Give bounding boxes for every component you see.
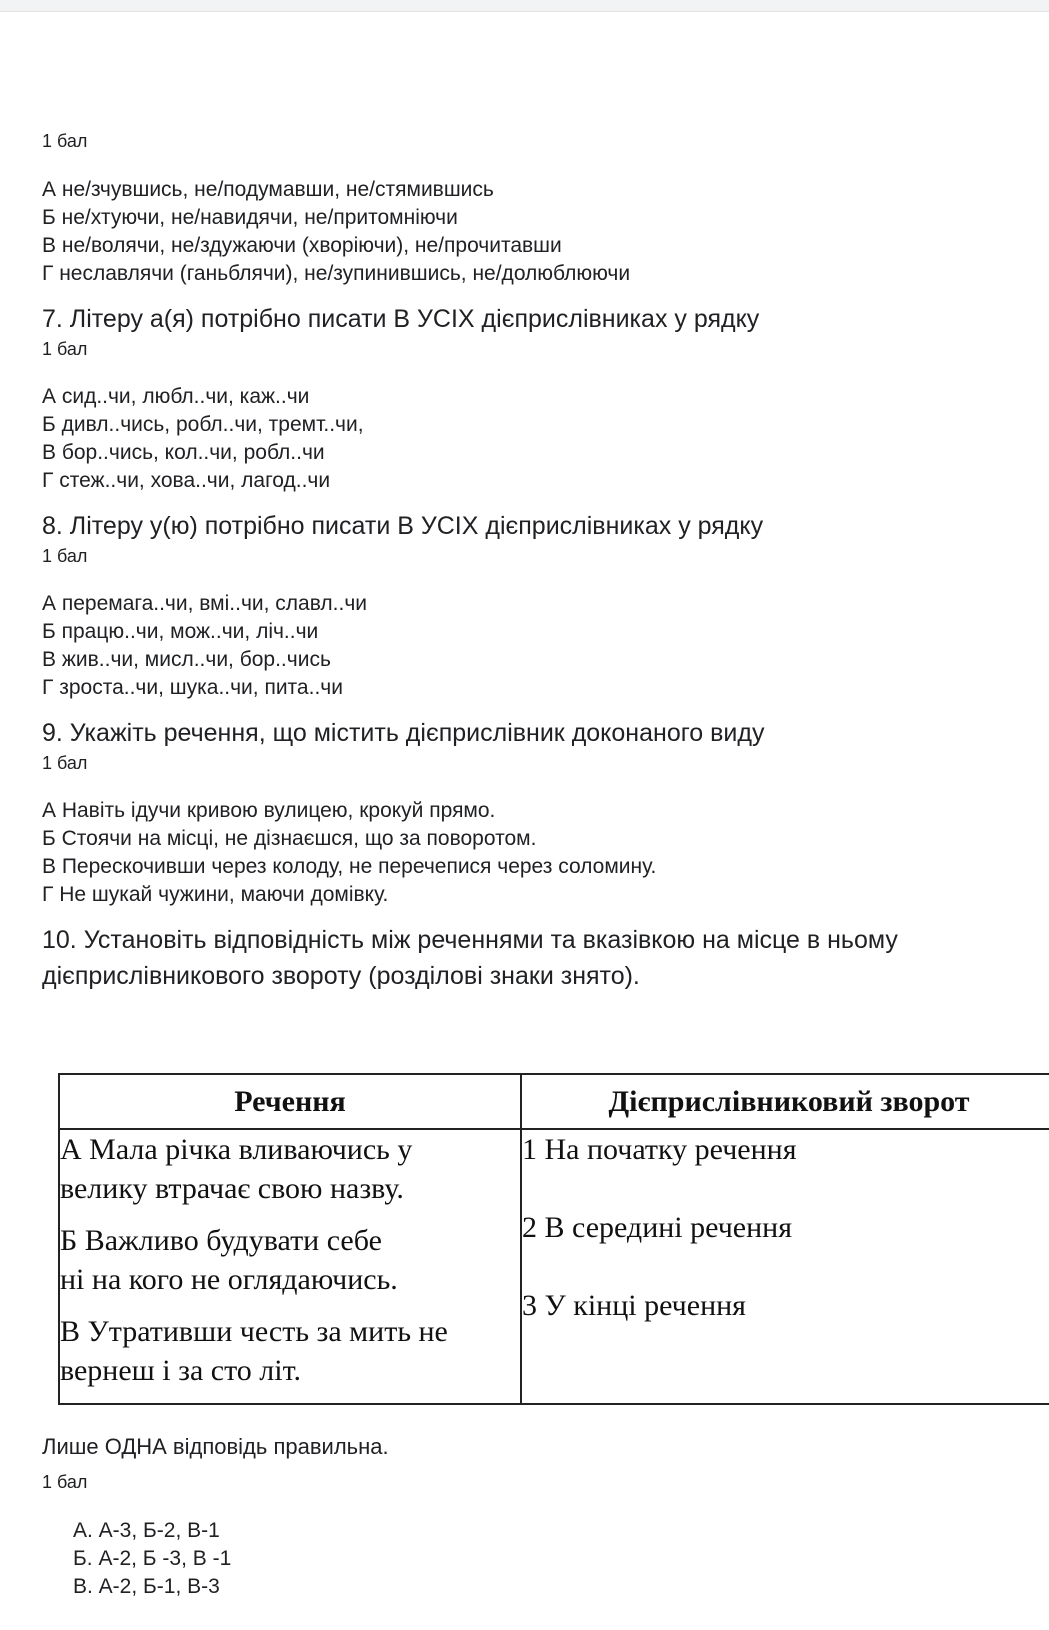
points-label: 1 бал (42, 753, 88, 773)
points-label: 1 бал (42, 339, 88, 359)
sentence-c-line-2: вернеш і за сто літ. (60, 1354, 301, 1387)
question-9-title: 9. Укажіть речення, що містить дієприслівник доконаного виду (42, 719, 765, 747)
points-label: 1 бал (42, 1472, 88, 1492)
answer-option-a[interactable]: А. А-3, Б-2, В-1 (73, 1519, 220, 1542)
table-row (59, 1129, 1049, 1404)
points-label: 1 бал (42, 546, 88, 566)
option-a[interactable]: А сид..чи, любл..чи, каж..чи (42, 385, 310, 408)
sentences-cell (59, 1129, 521, 1404)
option-d[interactable]: Г Не шукай чужини, маючи домівку. (42, 883, 389, 906)
question-8-title: 8. Літеру у(ю) потрібно писати В УСІХ дієприслівниках у рядку (42, 512, 764, 540)
option-a[interactable]: А не/зчувшись, не/подумавши, не/стямившись (42, 178, 494, 201)
option-c[interactable]: В не/волячи, не/здужаючи (хворіючи), не/прочитавши (42, 234, 562, 257)
table-header-row (59, 1074, 1049, 1129)
position-2: 2 В середині речення (522, 1211, 793, 1244)
option-b[interactable]: Б працю..чи, мож..чи, ліч..чи (42, 620, 319, 643)
answer-option-b[interactable]: Б. А-2, Б -3, В -1 (73, 1547, 232, 1570)
position-1: 1 На початку речення (522, 1133, 797, 1166)
options-question-9 (42, 797, 656, 909)
question-10-title-line-1: 10. Установіть відповідність між реченнями та вказівкою на місце в ньому (42, 926, 898, 954)
question-10-title-line-2: дієприслівникового звороту (розділові знаки знято). (42, 962, 640, 990)
option-c[interactable]: В Перескочивши через колоду, не перечепися через соломину. (42, 855, 657, 878)
sentence-a-line-1: А Мала річка вливаючись у (60, 1133, 413, 1166)
options-question-8 (42, 590, 367, 702)
option-c[interactable]: В бор..чись, кол..чи, робл..чи (42, 441, 325, 464)
sentence-b-line-1: Б Важливо будувати себе (60, 1224, 382, 1257)
option-b[interactable]: Б дивл..чись, робл..чи, тремт..чи, (42, 413, 364, 436)
option-c[interactable]: В жив..чи, мисл..чи, бор..чись (42, 648, 331, 671)
sentence-b (60, 1221, 520, 1299)
sentence-c (60, 1312, 520, 1390)
option-b[interactable]: Б не/хтуючи, не/навидячи, не/притомніючи (42, 206, 458, 229)
sentence-c-line-1: В Утративши честь за мить не (60, 1315, 448, 1348)
sentence-a-line-2: велику втрачає свою назву. (60, 1172, 404, 1205)
answers-question-10 (42, 1517, 231, 1601)
sentence-a (60, 1130, 520, 1208)
points-label: 1 бал (42, 131, 88, 151)
option-a[interactable]: А перемага..чи, вмі..чи, славл..чи (42, 592, 367, 615)
positions-cell (521, 1129, 1049, 1404)
options-block-6 (42, 176, 630, 288)
option-a[interactable]: А Навіть ідучи кривою вулицею, крокуй прямо. (42, 799, 496, 822)
question-10-title (42, 922, 898, 994)
option-b[interactable]: Б Стоячи на місці, не дізнаєшся, що за поворотом. (42, 827, 537, 850)
column-header-sentence: Речення (59, 1074, 521, 1129)
option-d[interactable]: Г стеж..чи, хова..чи, лагод..чи (42, 469, 331, 492)
matching-table (58, 1073, 1049, 1405)
position-3: 3 У кінці речення (522, 1289, 746, 1322)
single-answer-note: Лише ОДНА відповідь правильна. (42, 1434, 389, 1459)
options-question-7 (42, 383, 364, 495)
option-d[interactable]: Г зроста..чи, шука..чи, пита..чи (42, 676, 343, 699)
answer-option-c[interactable]: В. А-2, Б-1, В-3 (73, 1575, 220, 1598)
column-header-participle-phrase: Дієприслівниковий зворот (521, 1074, 1049, 1129)
option-d[interactable]: Г неславлячи (ганьблячи), не/зупинившись, не/долюблюючи (42, 262, 631, 285)
sentence-b-line-2: ні на кого не оглядаючись. (60, 1263, 398, 1296)
question-7-title: 7. Літеру а(я) потрібно писати В УСІХ дієприслівниках у рядку (42, 305, 760, 333)
browser-top-bar (0, 0, 1049, 12)
